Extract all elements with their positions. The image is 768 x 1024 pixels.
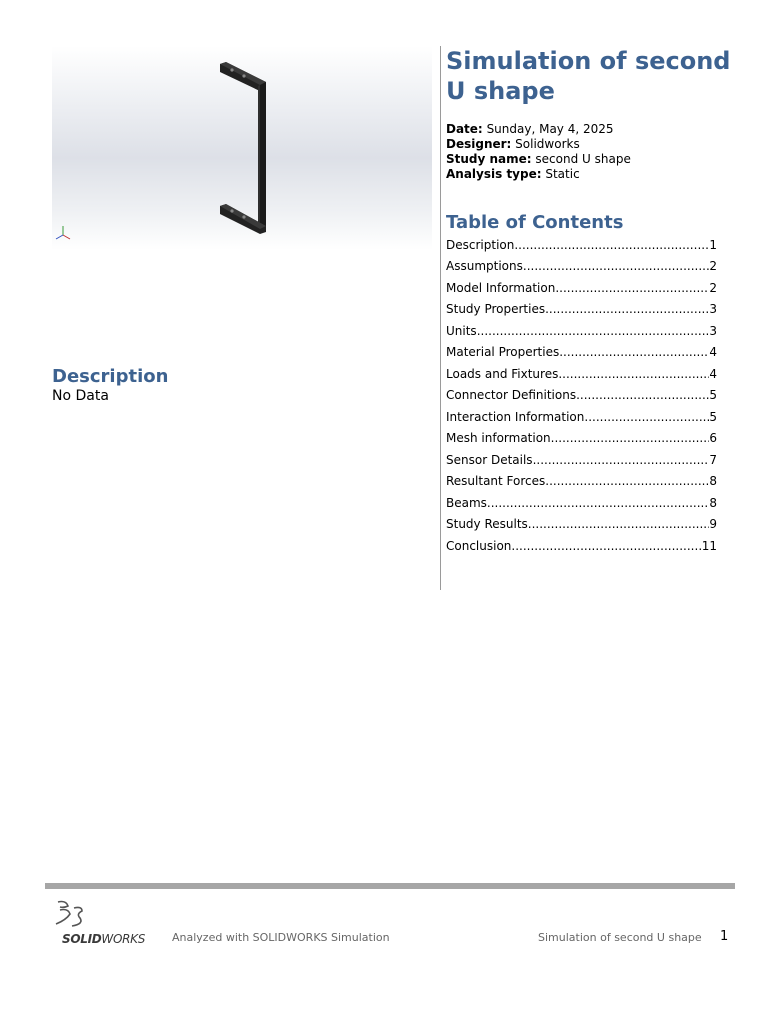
meta-designer: Designer: Solidworks bbox=[446, 137, 580, 151]
axis-triad-icon bbox=[56, 226, 70, 239]
toc-item-sensor-details[interactable]: Sensor Details ..... 7 bbox=[446, 449, 717, 471]
toc-item-conclusion[interactable]: Conclusion ..... 11 bbox=[446, 535, 717, 557]
description-heading: Description bbox=[52, 366, 169, 387]
table-of-contents bbox=[446, 234, 717, 557]
report-meta bbox=[446, 122, 631, 182]
report-title: Simulation of second U shape bbox=[446, 47, 731, 105]
toc-item-study-properties[interactable]: Study Properties ..... 3 bbox=[446, 299, 717, 321]
model-preview-image bbox=[52, 46, 432, 250]
toc-item-study-results[interactable]: Study Results ..... 9 bbox=[446, 514, 717, 536]
solidworks-wordmark: SOLIDWORKS bbox=[62, 932, 146, 946]
footer-report-title: Simulation of second U shape bbox=[538, 931, 702, 944]
toc-item-loads-and-fixtures[interactable]: Loads and Fixtures ..... 4 bbox=[446, 363, 717, 385]
toc-item-connector-definitions[interactable]: Connector Definitions ..... 5 bbox=[446, 385, 717, 407]
solidworks-logo bbox=[52, 898, 162, 948]
footer-divider bbox=[45, 883, 735, 889]
toc-item-beams[interactable]: Beams ..... 8 bbox=[446, 492, 717, 514]
toc-item-material-properties[interactable]: Material Properties ..... 4 bbox=[446, 342, 717, 364]
toc-item-model-information[interactable]: Model Information ..... 2 bbox=[446, 277, 717, 299]
toc-item-units[interactable]: Units ..... 3 bbox=[446, 320, 717, 342]
toc-item-assumptions[interactable]: Assumptions ..... 2 bbox=[446, 256, 717, 278]
toc-item-mesh-information[interactable]: Mesh information ..... 6 bbox=[446, 428, 717, 450]
toc-item-interaction-information[interactable]: Interaction Information ..... 5 bbox=[446, 406, 717, 428]
meta-analysis-type: Analysis type: Static bbox=[446, 167, 580, 181]
toc-item-resultant-forces[interactable]: Resultant Forces ..... 8 bbox=[446, 471, 717, 493]
u-shape-model bbox=[52, 46, 432, 250]
toc-heading: Table of Contents bbox=[446, 212, 624, 233]
toc-item-description[interactable]: Description ..... 1 bbox=[446, 234, 717, 256]
meta-date: Date: Sunday, May 4, 2025 bbox=[446, 122, 614, 136]
meta-study-name: Study name: second U shape bbox=[446, 152, 631, 166]
footer-analyzed-with: Analyzed with SOLIDWORKS Simulation bbox=[172, 931, 390, 944]
page-number: 1 bbox=[720, 929, 729, 944]
ds-logo-icon bbox=[52, 898, 92, 932]
column-divider bbox=[440, 46, 441, 590]
description-text: No Data bbox=[52, 388, 109, 404]
